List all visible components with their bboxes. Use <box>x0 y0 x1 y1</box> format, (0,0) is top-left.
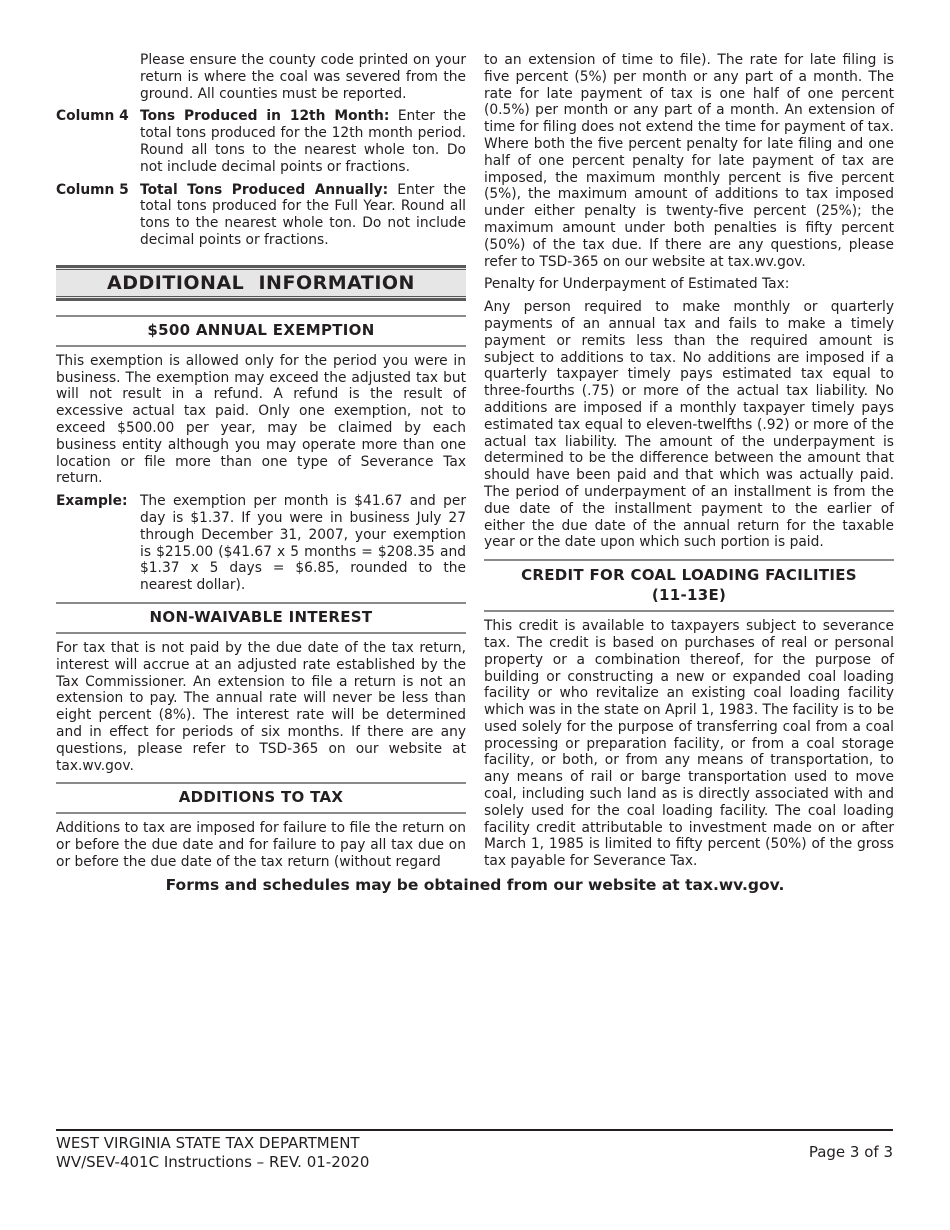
page-number: Page 3 of 3 <box>808 1143 893 1161</box>
left-column <box>56 52 466 871</box>
example-text: The exemption per month is $41.67 and per day is $1.37. If you were in business July 27 through December 31, 2007, your exemption is $215.00 ($41.67 x 5 months = $208.35 and $1.37 x 5 days = $6.85, rounded to the nearest dollar). <box>140 493 466 594</box>
additional-information-heading: ADDITIONAL INFORMATION <box>56 269 466 297</box>
additions-to-tax-heading: ADDITIONS TO TAX <box>56 782 466 814</box>
coal-loading-credit-heading-line2: (11-13E) <box>651 586 727 605</box>
coal-loading-credit-heading <box>484 559 894 612</box>
county-code-note: Please ensure the county code printed on your return is where the coal was severed from the ground. All counties must be reported. <box>140 52 466 102</box>
footer-organization: WEST VIRGINIA STATE TAX DEPARTMENT <box>56 1134 360 1152</box>
footer-form-revision: WV/SEV-401C Instructions – REV. 01-2020 <box>56 1153 370 1171</box>
non-waivable-interest-heading: NON-WAIVABLE INTEREST <box>56 602 466 634</box>
footer-divider <box>56 1129 893 1131</box>
column-5-instruction <box>56 182 466 249</box>
coal-loading-credit-heading-line1: CREDIT FOR COAL LOADING FACILITIES <box>521 566 857 585</box>
forms-website-note: Forms and schedules may be obtained from our website at tax.wv.gov. <box>165 876 785 894</box>
penalty-underpayment-heading: Penalty for Underpayment of Estimated Tax: <box>484 276 790 293</box>
column-4-text: Enter the total tons produced for the 12th month period. Round all tons to the nearest whole ton. Do not include decimal points or fractions. <box>140 108 467 175</box>
additions-to-tax-continued: to an extension of time to file). The rate for late filing is five percent (5%) per month or any part of a month. The rate for late payment of tax is one half of one percent (0.5%) per month or any part of a month. An extension of time for filing does not extend the time for payment of tax. Where both the five percent penalty for late filing and one half of one percent penalty for late payment of tax are imposed, the maximum monthly percent is five percent (5%), the maximum amount of additions to tax imposed under either penalty is twenty-five percent (25%); the maximum amount under both penalties is fifty percent (50%) of the tax due. If there are any questions, please refer to TSD-365 on our website at tax.wv.gov. <box>484 52 894 270</box>
additions-to-tax-text: Additions to tax are imposed for failure to file the return on or before the due date and for failure to pay all tax due on or before the due date of the tax return (without regard <box>56 820 466 870</box>
coal-loading-credit-text: This credit is available to taxpayers subject to severance tax. The credit is based on purchases of real or personal property or a combination thereof, for the purpose of building or constructing a new or expanded coal loading facility or who revitalize an existing coal loading facility which was in the state on April 1, 1983. The facility is to be used solely for the purpose of transferring coal from a coal processing or preparation facility, or from a coal storage facility, or both, or from any means of transportation, to any means of rail or barge transportation used to move coal, including such land as is directly associated with and solely used for the coal loading facility. The coal loading facility credit attributable to investment made on or after March 1, 1985 is limited to fifty percent (50%) of the gross tax payable for Severance Tax. <box>484 618 894 870</box>
column-5-text: Enter the total tons produced for the Full Year. Round all tons to the nearest whole ton. Do not include decimal points or fractions. <box>140 181 467 248</box>
non-waivable-interest-text: For tax that is not paid by the due date of the tax return, interest will accrue at an adjusted rate established by the Tax Commissioner. An extension to file a return is not an extension to pay. The annual rate will never be less than eight percent (8%). The interest rate will be determined and in effect for periods of six months. If there are any questions, please refer to TSD-365 on our website at tax.wv.gov. <box>56 639 466 774</box>
annual-exemption-heading: $500 ANNUAL EXEMPTION <box>56 315 466 347</box>
column-4-title: Tons Produced in 12th Month: <box>140 108 390 125</box>
additional-information-banner <box>56 265 466 301</box>
column-4-instruction <box>56 108 466 175</box>
right-column <box>484 52 894 870</box>
column-5-label: Column 5 <box>56 181 129 198</box>
penalty-underpayment-text: Any person required to make monthly or quarterly payments of an annual tax and fails to make a timely payment or remits less than the required amount is subject to additions to tax. No additions are imposed if a quarterly taxpayer timely pays estimated tax equal to three-fourths (.75) or more of the actual tax liability. No additions are imposed if a monthly taxpayer timely pays estimated tax equal to eleven-twelfths (.92) or more of the actual tax liability. The amount of the underpayment is determined to be the difference between the amount that should have been paid and that which was actually paid. The period of underpayment of an installment is from the due date of the installment payment to the earlier of either the due date of the annual return for the taxable year or the date upon which such portion is paid. <box>484 299 894 551</box>
exemption-example <box>56 493 466 594</box>
annual-exemption-text: This exemption is allowed only for the period you were in business. The exemption may exceed the adjusted tax but will not result in a refund. A refund is the result of excessive actual tax paid. Only one exemption, not to exceed $500.00 per year, may be claimed by each business entity although you may operate more than one location or file more than one type of Severance Tax return. <box>56 352 466 487</box>
column-4-label: Column 4 <box>56 108 129 125</box>
column-5-title: Total Tons Produced Annually: <box>140 181 389 198</box>
footer-left <box>56 1134 369 1172</box>
example-label: Example: <box>56 493 128 510</box>
